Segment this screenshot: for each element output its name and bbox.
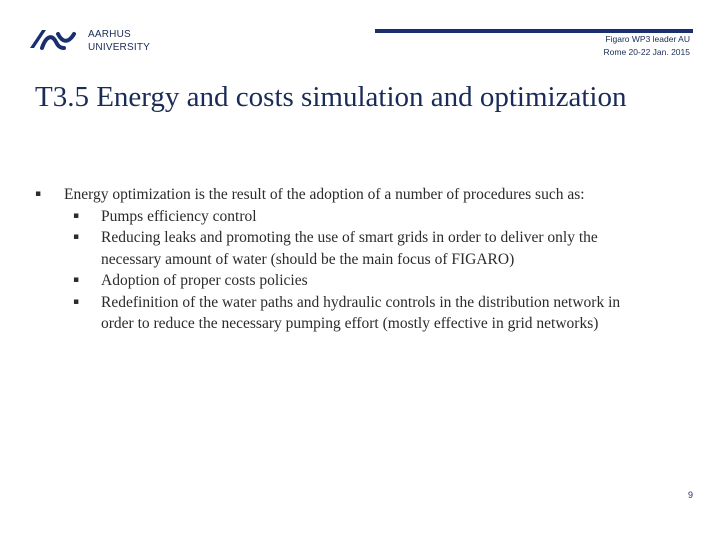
main-bullet-text: Energy optimization is the result of the adoption of a number of procedures such as: (64, 186, 585, 203)
university-name (88, 28, 150, 54)
sub-bullet-text: Pumps efficiency control (101, 207, 257, 225)
slide-meta (604, 33, 690, 59)
slide-content (35, 184, 635, 335)
meta-project: Figaro WP3 leader AU (605, 34, 690, 44)
slide-title: T3.5 Energy and costs simulation and optimization (35, 81, 627, 113)
sub-bullet-text: Redefinition of the water paths and hydraulic controls in the distribution network in order to reduce the necessary pumping effort (mostly effective in grid networks) (101, 293, 621, 332)
university-line-2: UNIVERSITY (88, 42, 151, 53)
page-number: 9 (687, 490, 693, 500)
university-line-1: AARHUS (88, 29, 131, 40)
main-bullet (35, 184, 635, 206)
sub-bullet (35, 206, 635, 228)
meta-date: Rome 20-22 Jan. 2015 (603, 47, 690, 57)
sub-bullet (35, 270, 635, 292)
bullet-marker-icon: ▪ (73, 210, 80, 221)
bullet-marker-icon: ▪ (73, 275, 80, 285)
bullet-marker-icon: ▪ (73, 296, 80, 307)
bullet-marker-icon: ▪ (35, 189, 42, 199)
sub-bullet (35, 227, 635, 270)
aarhus-university-logo-icon (28, 26, 76, 52)
sub-bullet-text: Reducing leaks and promoting the use of smart grids in order to deliver only the necessary amount of water (should be the main focus of FIGARO) (101, 229, 598, 268)
sub-bullet-text: Adoption of proper costs policies (101, 272, 308, 289)
bullet-marker-icon: ▪ (73, 232, 80, 242)
sub-bullet (35, 292, 635, 335)
